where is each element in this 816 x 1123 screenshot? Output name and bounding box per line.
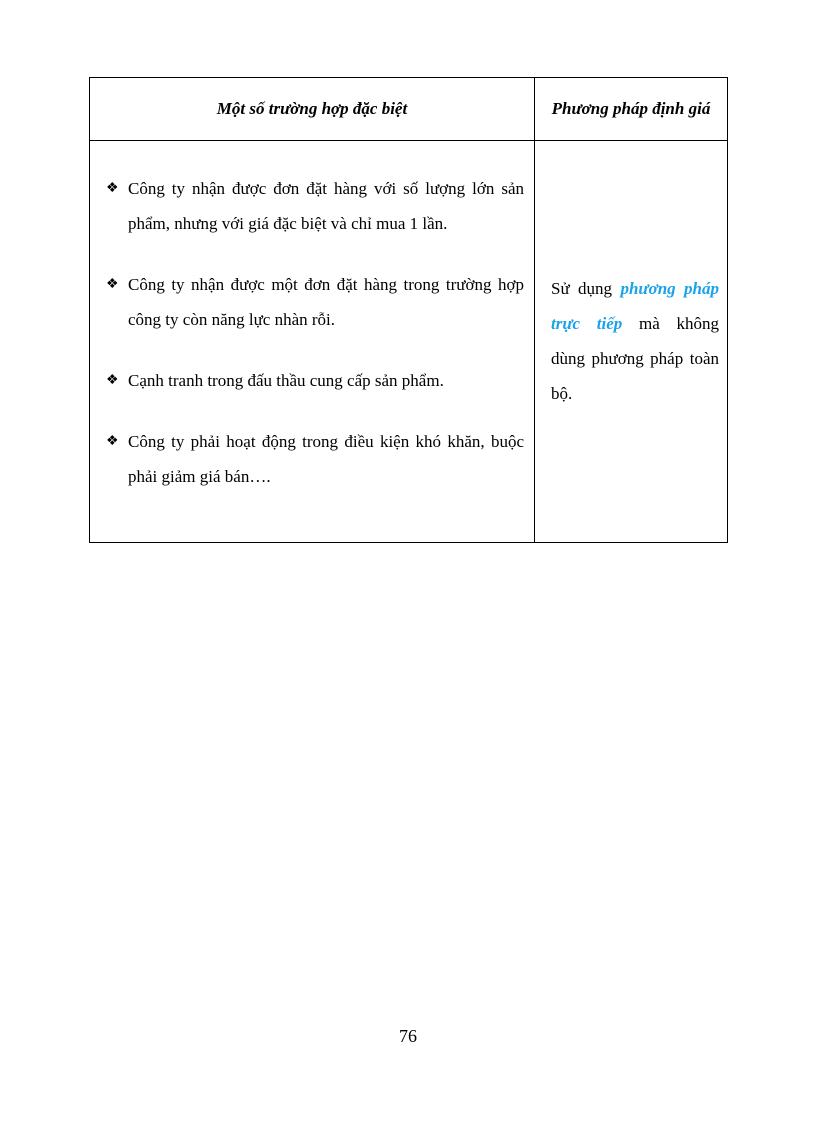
case-item — [106, 363, 524, 398]
header-cases: Một số trường hợp đặc biệt — [216, 99, 408, 118]
diamond-bullet-icon: ❖ — [106, 181, 119, 196]
case-text: Công ty nhận được một đơn đặt hàng trong trường hợp công ty còn năng lực nhàn rỗi. — [128, 275, 524, 329]
cases-cell — [90, 141, 535, 542]
diamond-bullet-icon: ❖ — [106, 373, 119, 388]
method-highlight: phương pháp trực tiếp — [551, 279, 720, 333]
method-suffix: mà không dùng phương pháp toàn bộ. — [551, 314, 719, 403]
case-text: Công ty phải hoạt động trong điều kiện khó khăn, buộc phải giảm giá bán…. — [128, 432, 524, 486]
case-item — [106, 171, 524, 241]
case-text: Cạnh tranh trong đấu thầu cung cấp sản phẩm. — [128, 371, 444, 390]
diamond-bullet-icon: ❖ — [106, 277, 119, 292]
case-text: Công ty nhận được đơn đặt hàng với số lượng lớn sản phẩm, nhưng với giá đặc biệt và chỉ mua 1 lần. — [128, 179, 524, 233]
diamond-bullet-icon: ❖ — [106, 434, 119, 449]
case-item — [106, 267, 524, 337]
header-cell-method — [535, 78, 727, 141]
method-prefix: Sử dụng — [551, 279, 613, 298]
case-item — [106, 424, 524, 494]
header-cell-cases — [90, 78, 535, 141]
method-cell — [535, 141, 727, 542]
pricing-cases-table — [89, 77, 728, 543]
header-method: Phương pháp định giá — [551, 99, 711, 118]
page-number: 76 — [399, 1026, 417, 1046]
